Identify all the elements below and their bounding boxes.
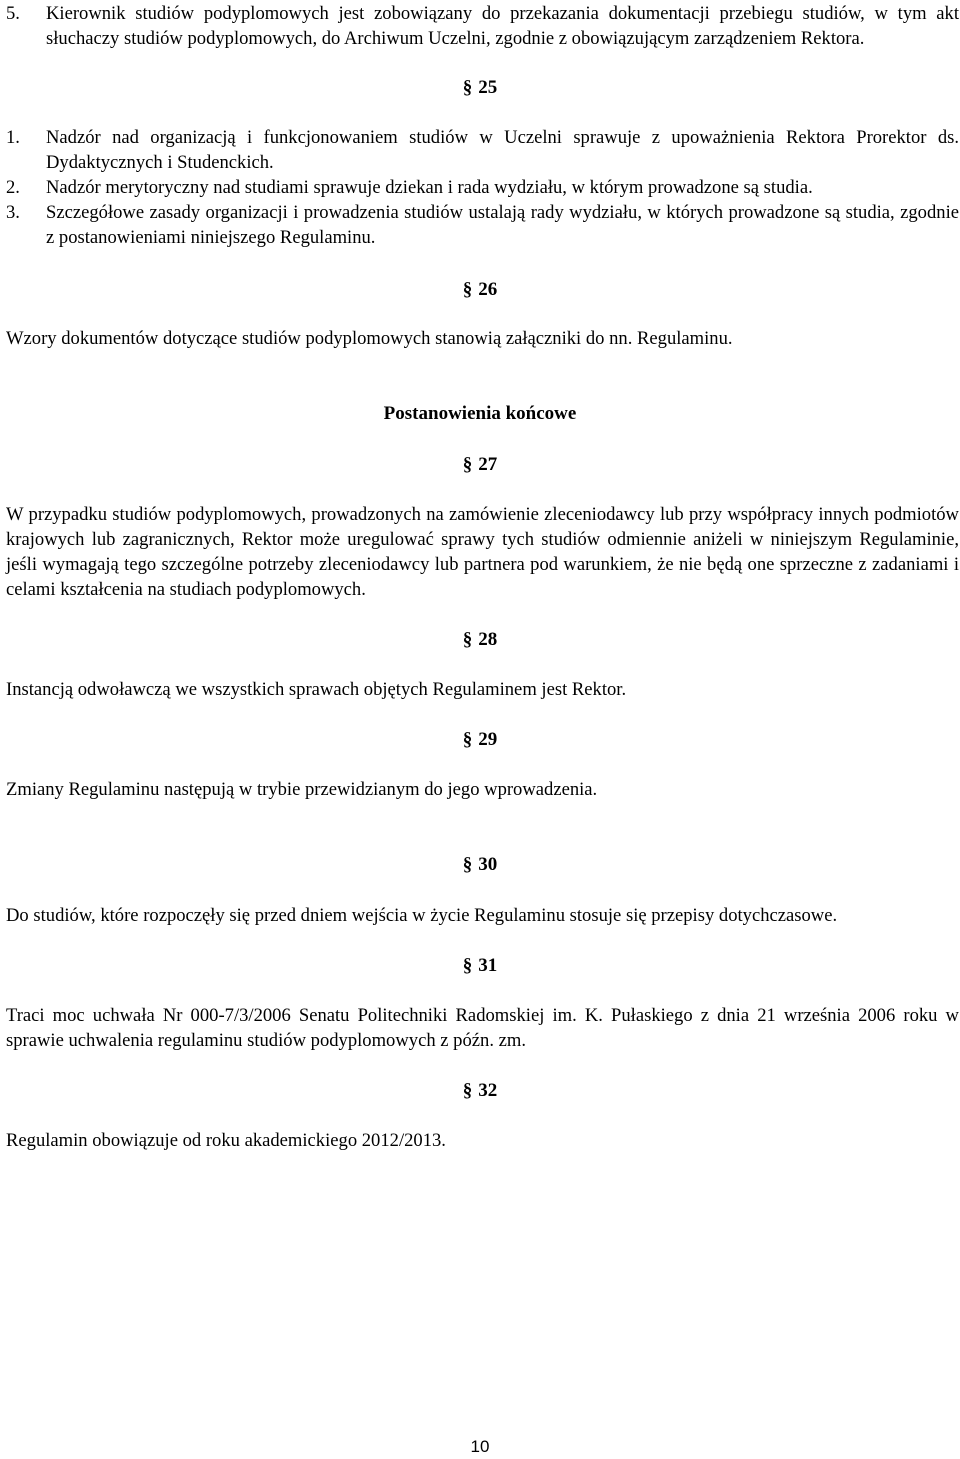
- list-item-number: 5.: [6, 3, 20, 24]
- paragraph-32: Regulamin obowiązuje od roku akademickiego 2012/2013.: [6, 1130, 446, 1151]
- list-item-number: 2.: [6, 177, 20, 198]
- list-item-number: 1.: [6, 127, 20, 148]
- list-item-text: Szczegółowe zasady organizacji i prowadzenia studiów ustalają rady wydziału, w których prowadzone są studia, zgodnie z postanowieniami niniejszego Regulaminu.: [46, 202, 959, 248]
- section-number: 32: [478, 1080, 498, 1101]
- paragraph-31: Traci moc uchwała Nr 000-7/3/2006 Senatu Politechniki Radomskiej im. K. Pułaskiego z dnia 21 września 2006 roku w sprawie uchwalenia regulaminu studiów podyplomowych z późn. zm.: [6, 1005, 959, 1051]
- section-number: 31: [478, 955, 498, 976]
- paragraph-27: W przypadku studiów podyplomowych, prowadzonych na zamówienie zleceniodawcy lub przy współpracy innych podmiotów krajowych lub zagranicznych, Rektor może uregulować sprawy tych studiów odmiennie aniżeli w niniejszym Regulaminie, jeśli wymagają tego szczególne potrzeby zleceniodawcy lub partnera pod warunkiem, że nie będą one sprzeczne z zadaniami i celami kształcenia na studiach podyplomowych.: [6, 504, 959, 600]
- section-25-heading: [0, 76, 960, 100]
- section-28-heading: [0, 628, 960, 652]
- list-item-25-3: [6, 200, 959, 250]
- section-29-heading: [0, 728, 960, 752]
- list-item-5: [6, 1, 959, 51]
- list-item-25-2: [6, 175, 959, 200]
- list-item-text: Nadzór merytoryczny nad studiami sprawuje dziekan i rada wydziału, w którym prowadzone są studia.: [46, 177, 813, 198]
- chapter-heading-final-provisions: Postanowienia końcowe: [383, 403, 577, 424]
- paragraph-28: Instancją odwoławczą we wszystkich sprawach objętych Regulaminem jest Rektor.: [6, 679, 627, 700]
- section-30-heading: [0, 853, 960, 877]
- paragraph-30: Do studiów, które rozpoczęły się przed dniem wejścia w życie Regulaminu stosuje się przepisy dotychczasowe.: [6, 905, 838, 926]
- section-26-heading: [0, 278, 960, 302]
- section-32-heading: [0, 1079, 960, 1103]
- section-number: 27: [478, 454, 498, 475]
- section-sign: §: [462, 279, 473, 300]
- section-sign: §: [462, 955, 473, 976]
- section-number: 26: [478, 279, 498, 300]
- section-number: 30: [478, 854, 498, 875]
- section-sign: §: [462, 854, 473, 875]
- section-31-heading: [0, 954, 960, 978]
- section-sign: §: [462, 454, 473, 475]
- paragraph-29: Zmiany Regulaminu następują w trybie przewidzianym do jego wprowadzenia.: [6, 779, 598, 800]
- section-sign: §: [462, 729, 473, 750]
- section-number: 28: [478, 629, 498, 650]
- section-27-heading: [0, 453, 960, 477]
- section-sign: §: [462, 77, 473, 98]
- section-number: 29: [478, 729, 498, 750]
- list-item-25-1: [6, 125, 959, 175]
- paragraph-26: Wzory dokumentów dotyczące studiów podyplomowych stanowią załączniki do nn. Regulaminu.: [6, 328, 733, 349]
- page-number: 10: [470, 1437, 490, 1456]
- section-number: 25: [478, 77, 498, 98]
- list-item-text: Nadzór nad organizacją i funkcjonowaniem studiów w Uczelni sprawuje z upoważnienia Rektora Prorektor ds. Dydaktycznych i Studenckich.: [46, 127, 959, 173]
- list-item-number: 3.: [6, 202, 20, 223]
- section-sign: §: [462, 1080, 473, 1101]
- section-sign: §: [462, 629, 473, 650]
- list-item-text: Kierownik studiów podyplomowych jest zobowiązany do przekazania dokumentacji przebiegu studiów, w tym akt słuchaczy studiów podyplomowych, do Archiwum Uczelni, zgodnie z obowiązującym zarządzeniem Rektora.: [46, 3, 959, 49]
